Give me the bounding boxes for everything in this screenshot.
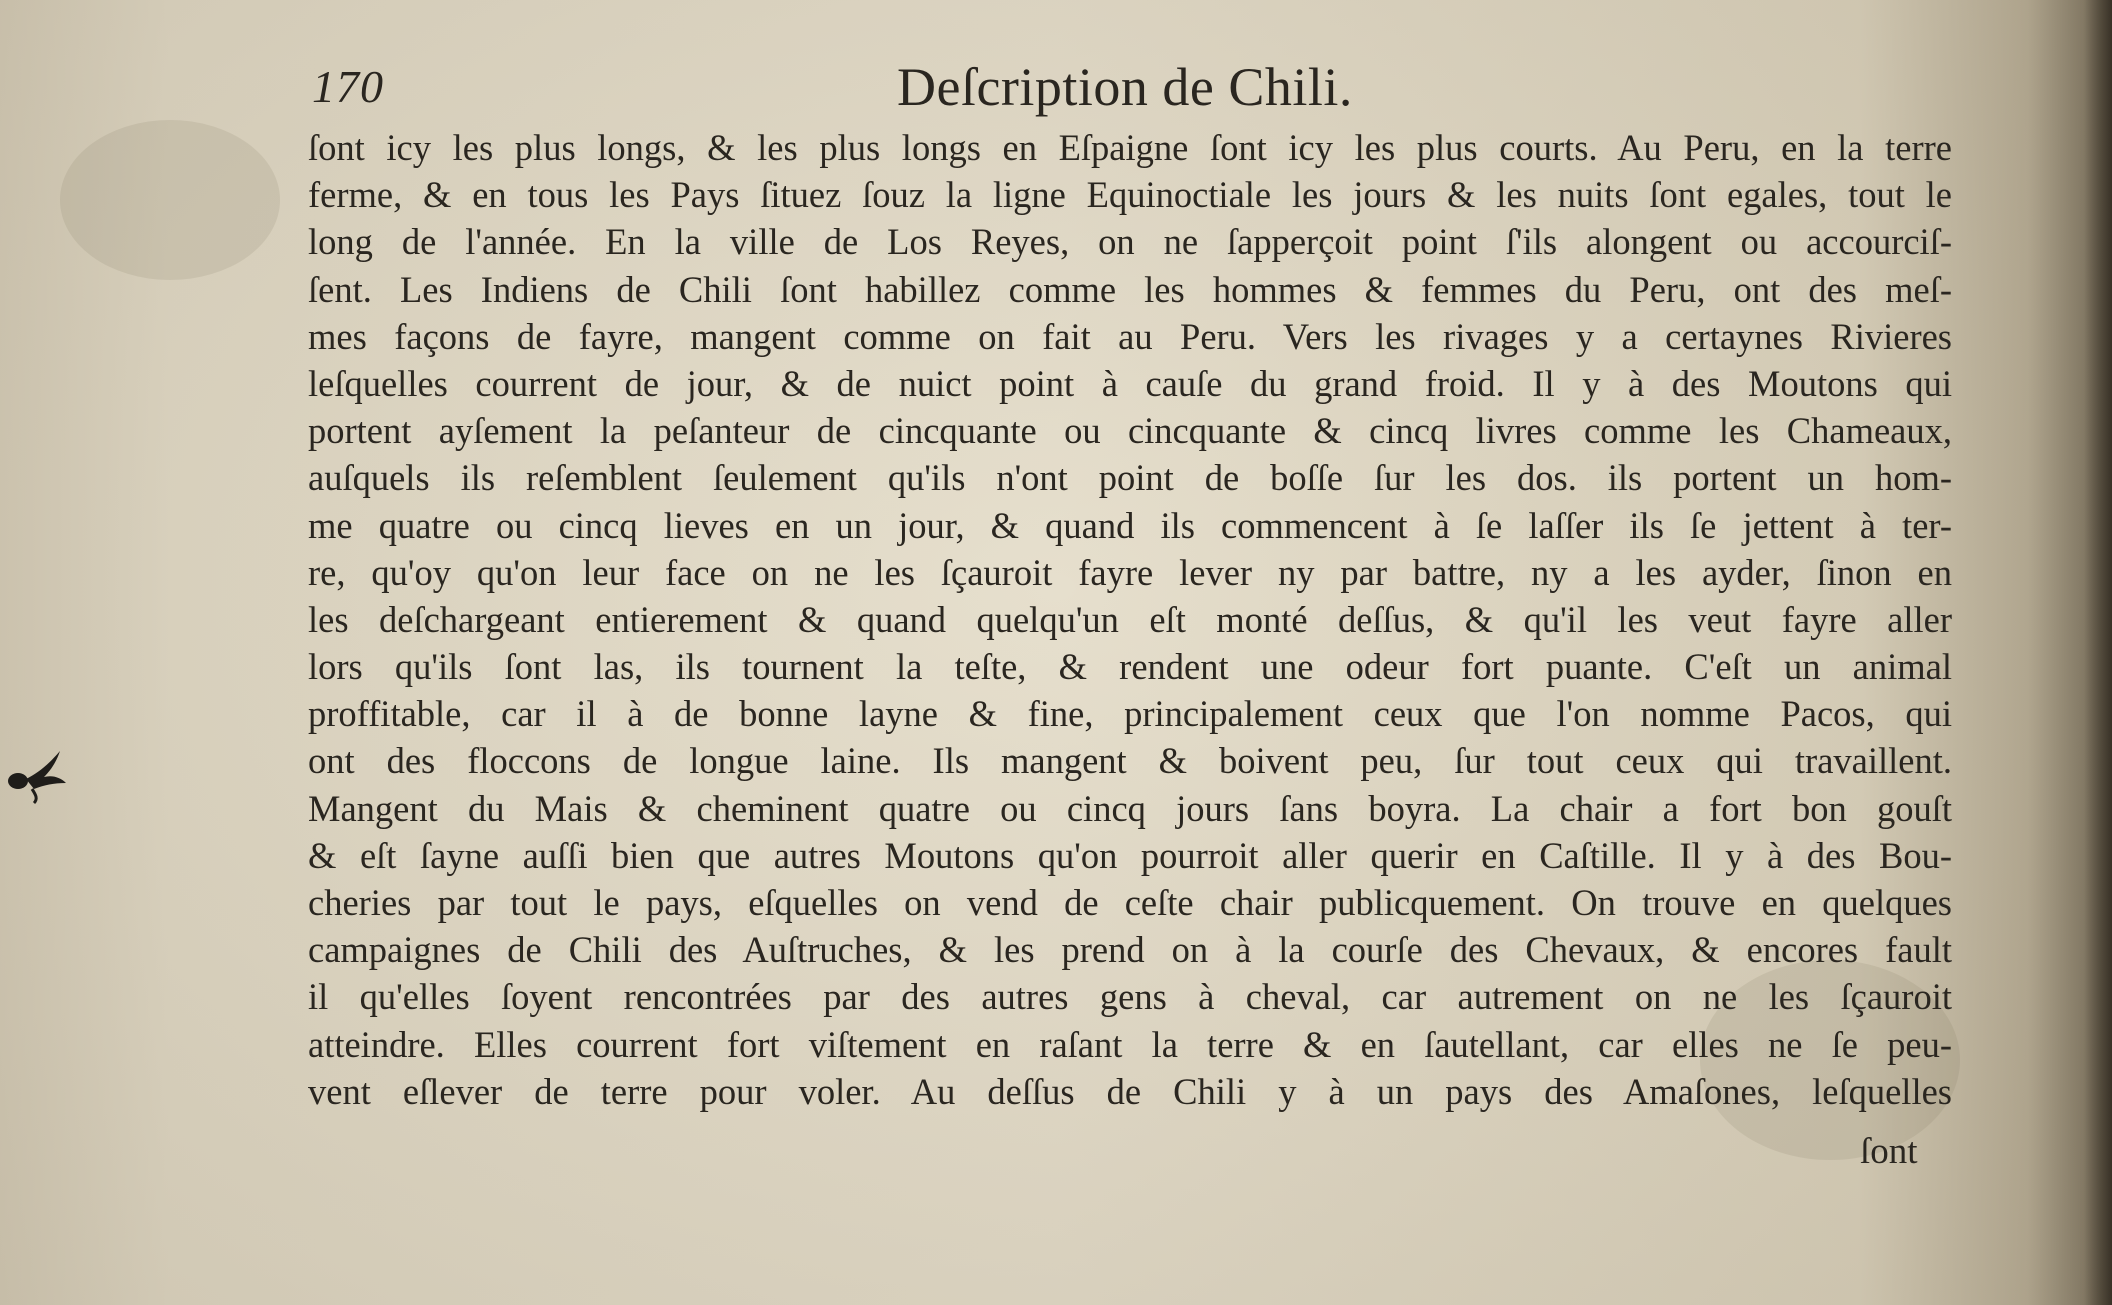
text-line: ſent. Les Indiens de Chili ſont habillez comme les hommes & femmes du Peru, ont des meſ- (308, 268, 1952, 310)
paper-stain (60, 120, 280, 280)
text-line: lors qu'ils ſont las, ils tournent la teſte, & rendent une odeur fort puante. C'eſt un animal (308, 646, 1952, 688)
text-line: leſquelles courrent de jour, & de nuict point à cauſe du grand froid. Il y à des Moutons qui (308, 362, 1952, 404)
margin-ornament-icon (4, 745, 74, 805)
text-line: mes façons de fayre, mangent comme on fait au Peru. Vers les rivages y a certaynes Rivieres (308, 315, 1952, 357)
text-line: ferme, & en tous les Pays ſituez ſouz la ligne Equinoctiale les jours & les nuits ſont egales, tout le (308, 174, 1952, 216)
text-line: portent ayſement la peſanteur de cincquante ou cincquante & cincq livres comme les Chameaux, (308, 410, 1952, 452)
text-line: ſont icy les plus longs, & les plus longs en Eſpaigne ſont icy les plus courts. Au Peru, en la terre (308, 127, 1952, 168)
body-text (308, 124, 1952, 1115)
text-line: Mangent du Mais & cheminent quatre ou cincq jours ſans boyra. La chair a fort bon gouſt (308, 787, 1952, 829)
text-line: me quatre ou cincq lieves en un jour, & quand ils commencent à ſe laſſer ils ſe jettent à ter- (308, 504, 1952, 546)
catchword: ſont (1860, 1131, 1918, 1172)
text-line: vent eſlever de terre pour voler. Au deſſus de Chili y à un pays des Amaſones, leſquelles (308, 1070, 1952, 1112)
text-line: long de l'année. En la ville de Los Reyes, on ne ſapperçoit point ſ'ils alongent ou accourciſ- (308, 221, 1952, 263)
text-line: cheries par tout le pays, eſquelles on vend de ceſte chair publicquement. On trouve en quelques (308, 882, 1952, 923)
text-line: re, qu'oy qu'on leur face on ne les ſçauroit fayre lever ny par battre, ny a les ayder, ſinon en (308, 551, 1952, 593)
page-number: 170 (312, 61, 384, 112)
page-header (312, 56, 1952, 120)
running-title: Deſcription de Chili. (897, 57, 1353, 117)
text-line: ont des floccons de longue laine. Ils mangent & boivent peu, ſur tout ceux qui travaillent. (308, 740, 1952, 782)
text-line: proffitable, car il à de bonne layne & fine, principalement ceux que l'on nomme Pacos, qui (308, 693, 1952, 735)
text-line: il qu'elles ſoyent rencontrées par des autres gens à cheval, car autrement on ne les ſçauroit (308, 976, 1952, 1018)
text-line: campaignes de Chili des Auſtruches, & les prend on à la courſe des Chevaux, & encores fault (308, 929, 1952, 971)
text-line: auſquels ils reſemblent ſeulement qu'ils n'ont point de boſſe ſur les dos. ils portent un hom- (308, 457, 1952, 499)
text-line: & eſt ſayne auſſi bien que autres Moutons qu'on pourroit aller querir en Caſtille. Il y à des Bou- (308, 834, 1952, 876)
text-line: les deſchargeant entierement & quand quelqu'un eſt monté deſſus, & qu'il les veut fayre aller (308, 598, 1952, 640)
text-line: atteindre. Elles courrent fort viſtement en raſant la terre & en ſautellant, car elles ne ſe peu- (308, 1023, 1952, 1065)
